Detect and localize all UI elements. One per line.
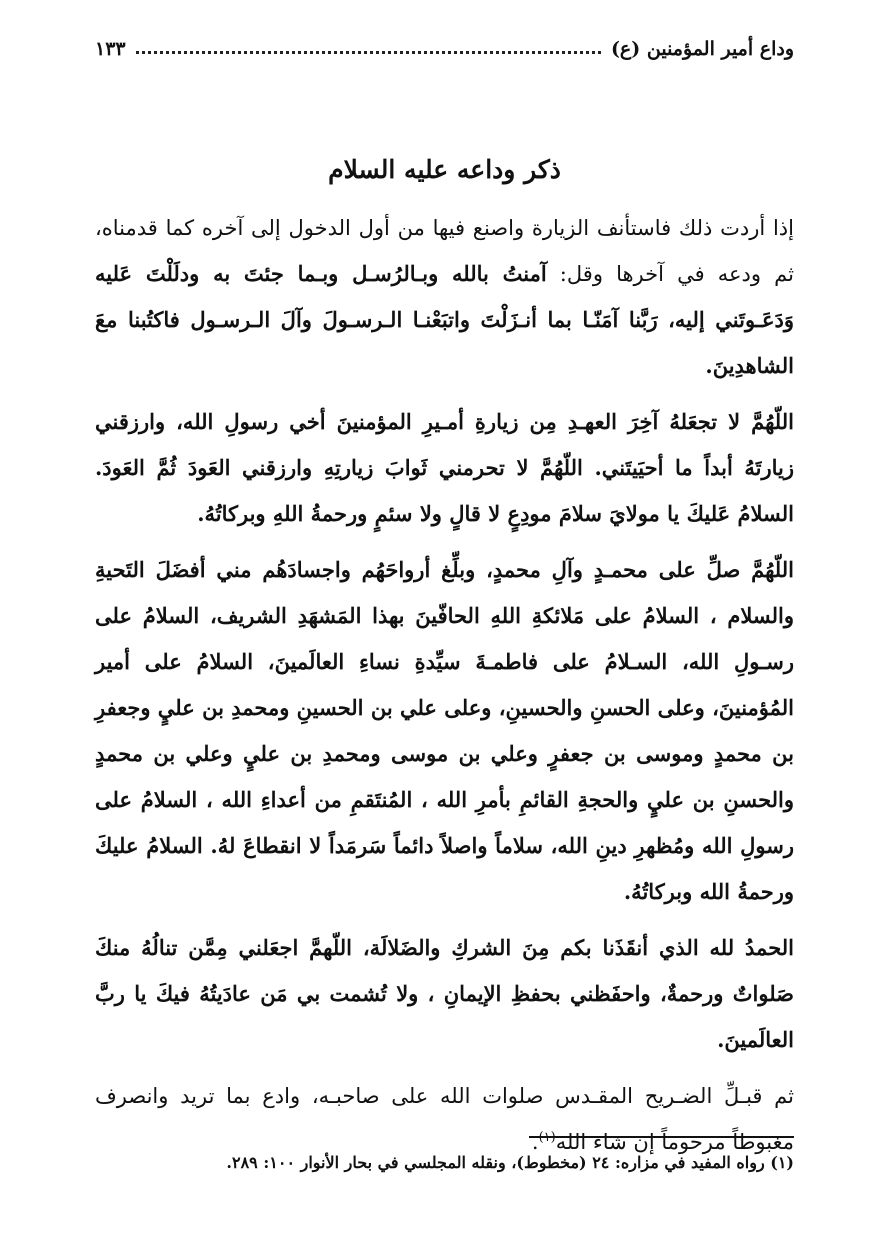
paragraph-prayer-1-text: اللّهُمَّ لا تجعَلهُ آخِرَ العهـدِ مِن زيارةِ أمـيرِ المؤمنينَ أخي رسولِ الله، وارزقني زيارتَهُ أبداً ما أحيَيتَني. اللّهُمَّ لا تحرمني ثَوابَ زيارتِهِ وارزقني العَودَ ثُمَّ العَودَ. السلامُ عَليكَ يا مولايَ سلامَ مودِعٍ لا قالٍ ولا سئمٍ ورحمةُ اللهِ وبركاتُهُ.	[95, 409, 794, 526]
paragraph-closing-period: .	[531, 1130, 539, 1154]
footnote-divider	[529, 1136, 794, 1138]
paragraph-prayer-3-text: الحمدُ لله الذي أنقَذَنا بكم مِنَ الشركِ والضَلالَة، اللّهمَّ اجعَلني مِمَّن تنالُهُ منكَ صَلواتٌ ورحمةٌ، واحفَظني بحفظِ الإيمانِ ، ولا تُشمت بي مَن عادَيتُهُ فيكَ يا ربَّ العالَمينَ.	[95, 935, 794, 1052]
paragraph-prayer-1	[95, 399, 794, 537]
paragraph-prayer-2-text: اللّهُمَّ صلِّ على محمـدٍ وآلِ محمدٍ، وبلِّغ أرواحَهُم واجسادَهُم مني أفضَلَ التَحيةِ والسلام ، السلامُ على مَلائكةِ اللهِ الحافّينَ بهذا المَشهَدِ الشريف، السلامُ على رسـولِ الله، السـلامُ على فاطمـةَ سيِّدةِ نساءِ العالَمينَ، السلامُ على أمير المُؤمنينَ، وعلى الحسنِ والحسينِ، وعلى علي بن الحسينِ ومحمدِ بن عليٍ وجعفرِ بن محمدٍ وموسى بن جعفرٍ وعلي بن موسى ومحمدِ بن عليٍ وعلي بن محمدٍ والحسنِ بن عليٍ والحجةِ القائمِ بأمرِ الله ، المُنتَقمِ من أعداءِ الله ، السلامُ على رسولِ الله ومُظهرِ دينِ الله، سلاماً واصلاً دائماً سَرمَداً لا انقطاعَ لهُ. السلامُ عليكَ ورحمةُ الله وبركاتُهُ.	[95, 557, 795, 904]
header-dot-leader	[136, 51, 601, 54]
body-text	[95, 205, 794, 1165]
footnote: (١) رواه المفيد في مزاره: ٢٤ (مخطوط)، ونقله المجلسي في بحار الأنوار ١٠٠: ٢٨٩.	[226, 1153, 794, 1172]
paragraph-intro	[95, 205, 794, 389]
paragraph-prayer-3	[95, 925, 794, 1063]
header-title: وداع أمير المؤمنين (ع)	[610, 38, 794, 60]
page-number: ١٣٣	[95, 38, 126, 60]
paragraph-intro-prayer: آمنتُ بالله وبـالرُسـل وبـما جئتَ به ودلَلْتَ عَليه وَدَعَـوتَني إليه، رَبَّنا آمَنّـا بما أنـزَلْتَ واتبَعْنـا الـرسـولَ وآلَ الـرسـول فاكتُبنا معَ الشاهدِينَ.	[95, 261, 794, 378]
running-header	[95, 30, 794, 60]
footnote-reference[interactable]: (١)	[538, 1130, 556, 1145]
paragraph-prayer-2	[95, 547, 794, 915]
paragraph-intro-instruction: إذا أردت ذلك فاستأنف الزيارة واصنع فيها من أول الدخول إلى آخره كما قدمناه، ثم ودعه في آخرها وقل:	[95, 216, 794, 286]
section-title: ذكر وداعه عليه السلام	[328, 155, 561, 184]
paragraph-closing-text: ثم قبـلِّ الضـريح المقـدس صلوات الله على صاحبـه، وادع بما تريد وانصرف مغبوطاً مرحوماً إن شاء الله	[95, 1084, 794, 1154]
